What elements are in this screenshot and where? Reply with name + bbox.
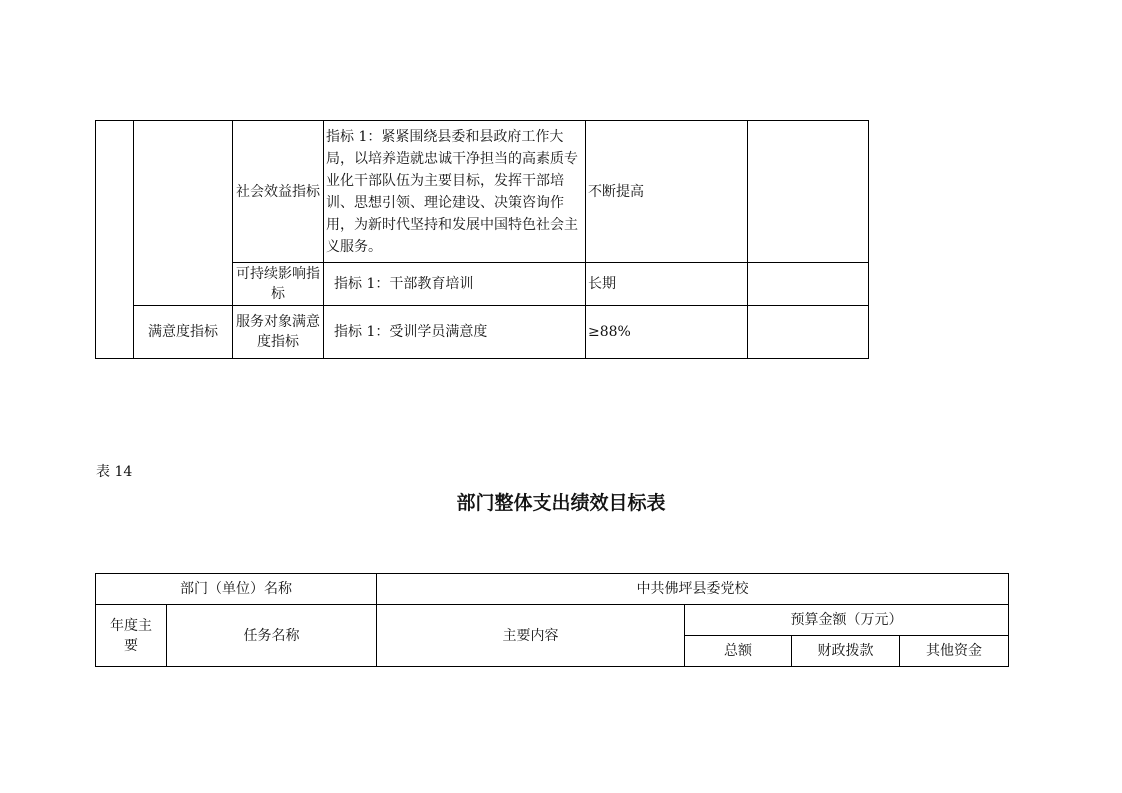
indicator-cell: 指标 1：紧紧围绕县委和县政府工作大局，以培养造就忠诚干净担当的高素质专业化干部队伍为主要目标，发挥干部培训、思想引领、理论建设、决策咨询作用，为新时代坚持和发展中国特色社会主义服务。: [324, 121, 586, 263]
budget-header: 预算金额（万元）: [685, 605, 1009, 636]
table-number-label: 表 14: [96, 464, 133, 480]
table-row: [96, 306, 869, 359]
table-row: [96, 574, 1009, 605]
extra-cell: [748, 121, 869, 263]
dept-name-value: 中共佛坪县委党校: [377, 574, 1009, 605]
total-header: 总额: [685, 636, 792, 667]
extra-cell: [748, 306, 869, 359]
fiscal-header: 财政拨款: [792, 636, 900, 667]
level3-cell: 服务对象满意度指标: [233, 306, 324, 359]
target-value-cell: 长期: [586, 263, 748, 306]
department-performance-table: [95, 573, 1009, 667]
level3-cell: 可持续影响指标: [233, 263, 324, 306]
target-value-cell: 不断提高: [586, 121, 748, 263]
extra-cell: [748, 263, 869, 306]
table-row: [96, 121, 869, 263]
indicator-cell: 指标 1：受训学员满意度: [324, 306, 586, 359]
target-value-cell: ≥88%: [586, 306, 748, 359]
year-main-header: 年度主要: [96, 605, 167, 667]
page-title: 部门整体支出绩效目标表: [456, 492, 666, 514]
task-name-header: 任务名称: [167, 605, 377, 667]
indicator-cell: 指标 1：干部教育培训: [324, 263, 586, 306]
level1-cell: [96, 121, 134, 359]
level2-cell: 满意度指标: [134, 306, 233, 359]
level3-cell: 社会效益指标: [233, 121, 324, 263]
other-funds-header: 其他资金: [900, 636, 1009, 667]
dept-name-label: 部门（单位）名称: [96, 574, 377, 605]
main-content-header: 主要内容: [377, 605, 685, 667]
performance-indicator-table: [95, 120, 869, 359]
table-row: [96, 605, 1009, 636]
level2-cell: [134, 121, 233, 306]
